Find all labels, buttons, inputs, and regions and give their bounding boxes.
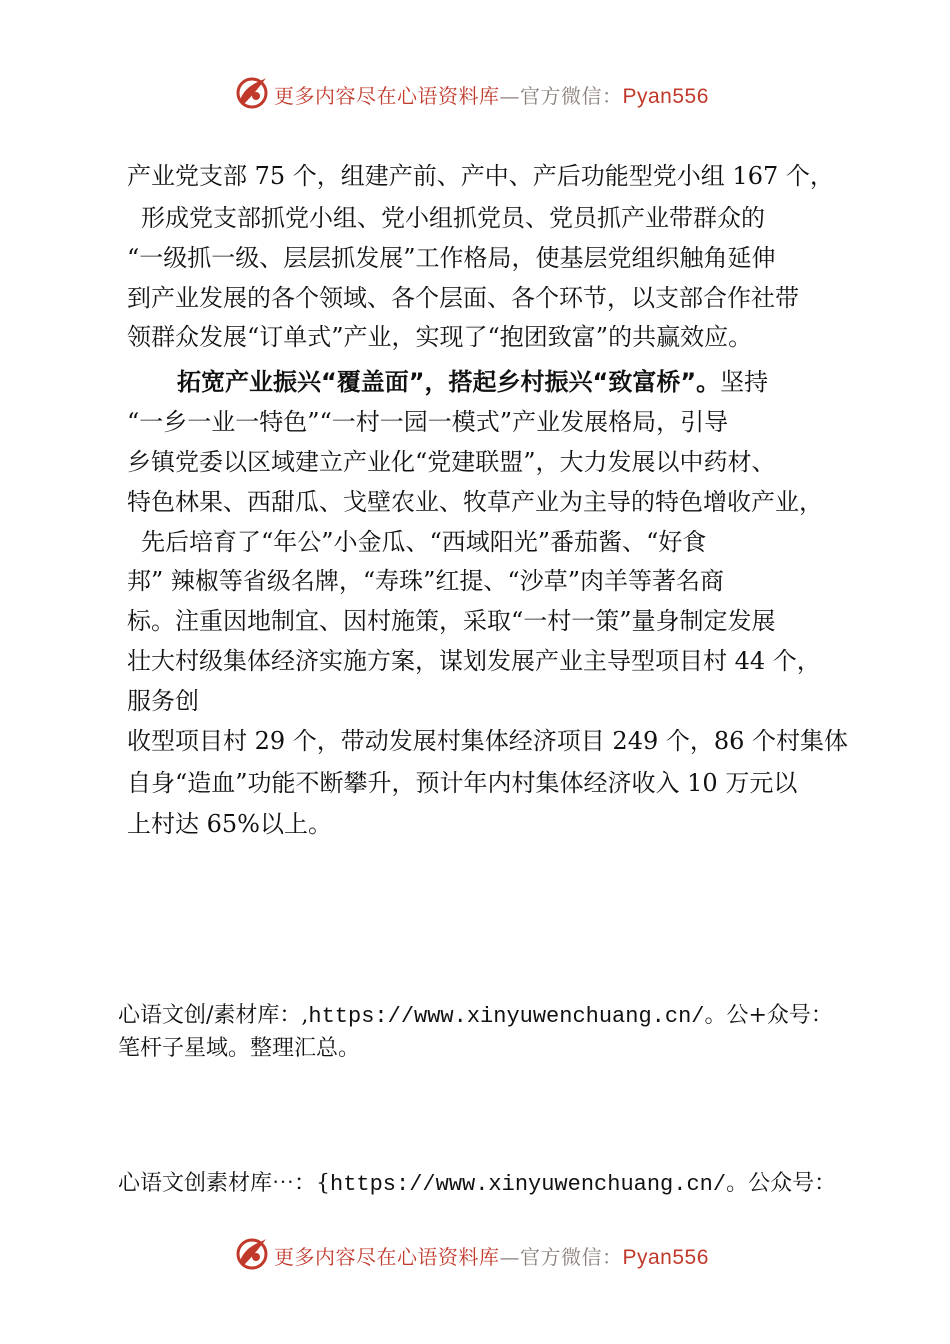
- paragraph-line: 邦” 辣椒等省级名牌，“寿珠”红提、“沙草”肉羊等著名商: [127, 567, 724, 595]
- brush-logo-icon: [234, 74, 270, 110]
- footer-prefix: 心语文创/素材库：,: [118, 1003, 309, 1028]
- watermark-text: [274, 1241, 709, 1270]
- watermark-main: 更多内容尽在心语资料库: [274, 1245, 500, 1269]
- watermark-banner-top: [0, 72, 950, 112]
- footer-credit-1: [118, 998, 833, 1062]
- footer-credit-line: [118, 998, 833, 1029]
- footer-suffix: 。公+众号：: [704, 1003, 833, 1028]
- footer-prefix: 心语文创素材库⋯：{: [118, 1171, 330, 1196]
- footer-url[interactable]: https://www.xinyuwenchuang.cn/: [330, 1172, 727, 1197]
- watermark-main: 更多内容尽在心语资料库: [274, 84, 500, 108]
- paragraph-line: 自身“造血”功能不断攀升，预计年内村集体经济收入 10 万元以: [127, 769, 798, 797]
- paragraph-line: 乡镇党委以区域建立产业化“党建联盟”，大力发展以中药材、: [127, 448, 776, 476]
- section-heading: 拓宽产业振兴“覆盖面”，搭起乡村振兴“致富桥”。: [177, 368, 721, 396]
- watermark-wechat-label: 官方微信：: [520, 84, 623, 108]
- watermark-wechat-label: 官方微信：: [520, 1245, 623, 1269]
- watermark-wechat-id: Pyan556: [622, 1246, 709, 1269]
- brush-logo-icon: [234, 1235, 270, 1271]
- footer-credit-line-2: 笔杆子星域。整理汇总。: [118, 1036, 361, 1061]
- heading-tail: 坚持: [720, 368, 769, 396]
- paragraph-line: 标。注重因地制宜、因村施策，采取“一村一策”量身制定发展: [127, 607, 776, 635]
- paragraph-line: 服务创: [127, 687, 199, 715]
- paragraph-line: 上村达 65%以上。: [127, 810, 332, 838]
- paragraph-line: “一乡一业一特色”“一村一园一模式”产业发展格局，引导: [127, 408, 729, 436]
- paragraph-heading-line: [177, 366, 768, 398]
- paragraph-line: 收型项目村 29 个，带动发展村集体经济项目 249 个，86 个村集体: [127, 727, 849, 755]
- watermark-text: [274, 80, 709, 109]
- paragraph-line: 领群众发展“订单式”产业，实现了“抱团致富”的共赢效应。: [127, 323, 753, 351]
- paragraph-line: 到产业发展的各个领域、各个层面、各个环节，以支部合作社带: [127, 284, 799, 312]
- paragraph-line: 形成党支部抓党小组、党小组抓党员、党员抓产业带群众的: [141, 204, 765, 232]
- watermark-wechat-id: Pyan556: [622, 85, 709, 108]
- paragraph-line: 产业党支部 75 个，组建产前、产中、产后功能型党小组 167 个，: [127, 162, 834, 190]
- watermark-dash: —: [499, 1245, 520, 1269]
- footer-suffix: 。公众号：: [726, 1171, 837, 1196]
- footer-credit-2: [118, 1166, 836, 1197]
- paragraph-line: 特色林果、西甜瓜、戈壁农业、牧草产业为主导的特色增收产业，: [127, 488, 823, 516]
- watermark-banner-bottom: [0, 1233, 950, 1273]
- paragraph-line: 壮大村级集体经济实施方案，谋划发展产业主导型项目村 44 个，: [127, 647, 821, 675]
- footer-url[interactable]: https://www.xinyuwenchuang.cn/: [308, 1004, 705, 1029]
- watermark-dash: —: [499, 84, 520, 108]
- paragraph-line: “一级抓一级、层层抓发展”工作格局，使基层党组织触角延伸: [127, 244, 776, 272]
- paragraph-line: 先后培育了“年公”小金瓜、“西域阳光”番茄酱、“好食: [141, 528, 707, 556]
